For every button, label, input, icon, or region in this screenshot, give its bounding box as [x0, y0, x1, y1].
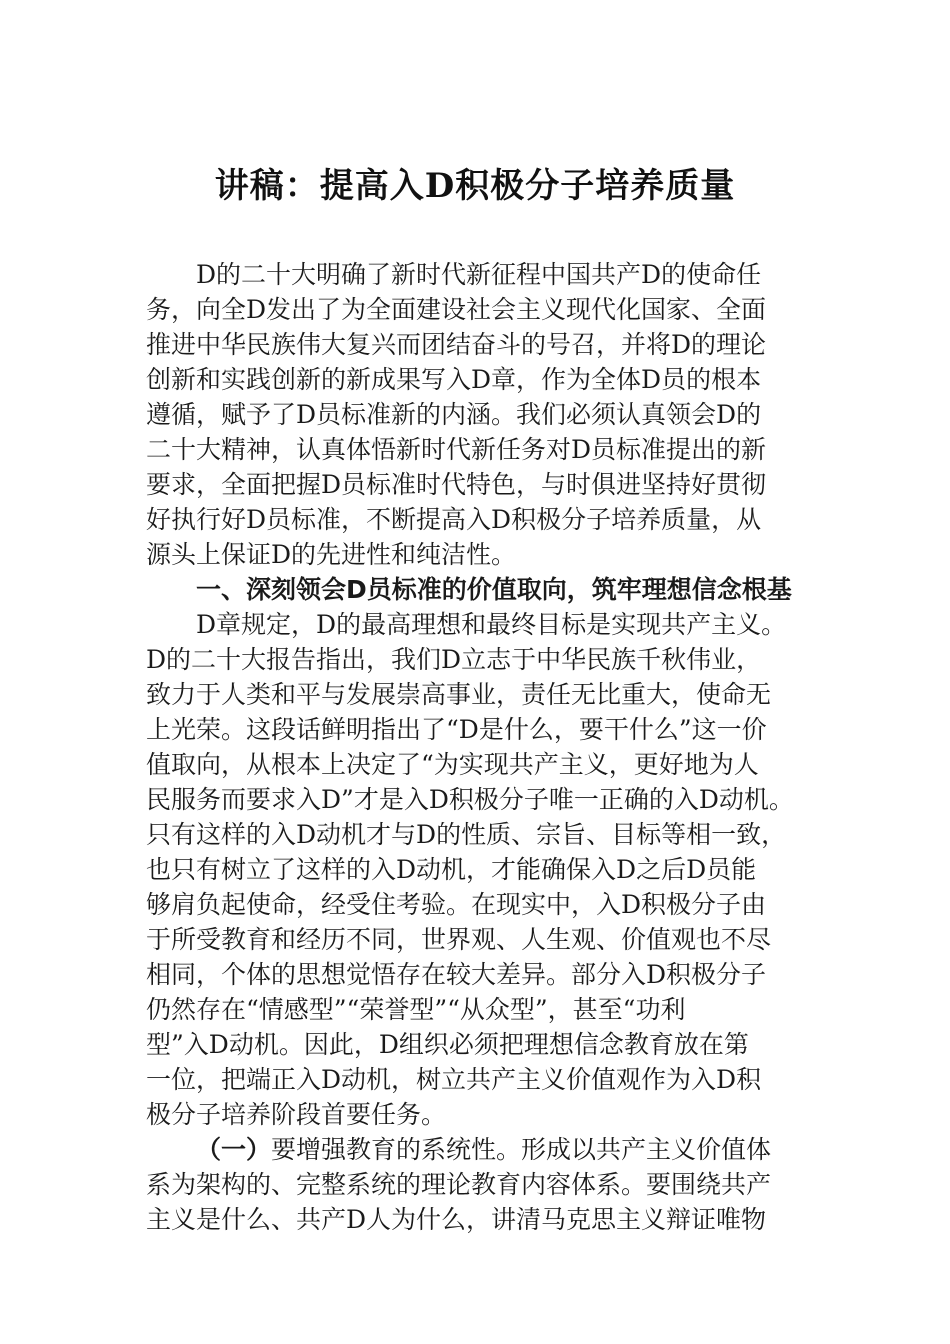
- paragraph-line: 相同，个体的思想觉悟存在较大差异。部分入D积极分子: [146, 960, 767, 989]
- paragraph-line: 极分子培养阶段首要任务。: [146, 1100, 447, 1129]
- paragraph-line: 值取向，从根本上决定了“为实现共产主义，更好地为人: [146, 750, 759, 779]
- subsection-label: （一）: [196, 1135, 272, 1164]
- paragraph-line: D的二十大报告指出，我们D立志于中华民族千秋伟业，: [146, 645, 762, 674]
- paragraph-line: 民服务而要求入D”才是入D积极分子唯一正确的入D动机。: [146, 785, 794, 814]
- paragraph-line: 只有这样的入D动机才与D的性质、宗旨、目标等相一致，: [146, 820, 787, 849]
- paragraph-line: 一位，把端正入D动机，树立共产主义价值观作为入D积: [146, 1065, 762, 1094]
- paragraph-line: 仍然存在“情感型”“荣誉型”“从众型”，甚至“功利: [146, 995, 686, 1024]
- paragraph-line: 要求，全面把握D员标准时代特色，与时俱进坚持好贯彻: [146, 470, 767, 499]
- paragraph-line: 务，向全D发出了为全面建设社会主义现代化国家、全面: [146, 295, 767, 324]
- paragraph-line: 好执行好D员标准，不断提高入D积极分子培养质量，从: [146, 505, 762, 534]
- paragraph-line: 主义是什么、共产D人为什么，讲清马克思主义辩证唯物: [146, 1205, 767, 1234]
- paragraph-line: 致力于人类和平与发展崇高事业，责任无比重大，使命无: [146, 680, 772, 709]
- subsection-text: 要增强教育的系统性。形成以共产主义价值体: [271, 1135, 772, 1164]
- paragraph-line: 上光荣。这段话鲜明指出了“D是什么，要干什么”这一价: [146, 715, 767, 744]
- paragraph-line: 二十大精神，认真体悟新时代新任务对D员标准提出的新: [146, 435, 767, 464]
- paragraph-line: 于所受教育和经历不同，世界观、人生观、价值观也不尽: [146, 925, 772, 954]
- section-heading: 一、深刻领会D员标准的价值取向，筑牢理想信念根基: [196, 575, 792, 604]
- paragraph-line: D章规定，D的最高理想和最终目标是实现共产主义。: [196, 610, 787, 639]
- paragraph-line: D的二十大明确了新时代新征程中国共产D的使命任: [196, 260, 762, 289]
- paragraph-line: 遵循，赋予了D员标准新的内涵。我们必须认真领会D的: [146, 400, 762, 429]
- paragraph-line: 推进中华民族伟大复兴而团结奋斗的号召，并将D的理论: [146, 330, 767, 359]
- subsection-line: [196, 1133, 771, 1167]
- paragraph-line: 也只有树立了这样的入D动机，才能确保入D之后D员能: [146, 855, 757, 884]
- document-title: 讲稿：提高入D积极分子培养质量: [214, 166, 736, 206]
- paragraph-line: 系为架构的、完整系统的理论教育内容体系。要围绕共产: [146, 1170, 772, 1199]
- paragraph-line: 创新和实践创新的新成果写入D章，作为全体D员的根本: [146, 365, 762, 394]
- paragraph-line: 够肩负起使命，经受住考验。在现实中，入D积极分子由: [146, 890, 767, 919]
- paragraph-line: 型”入D动机。因此，D组织必须把理想信念教育放在第: [146, 1030, 749, 1059]
- paragraph-line: 源头上保证D的先进性和纯洁性。: [146, 540, 517, 569]
